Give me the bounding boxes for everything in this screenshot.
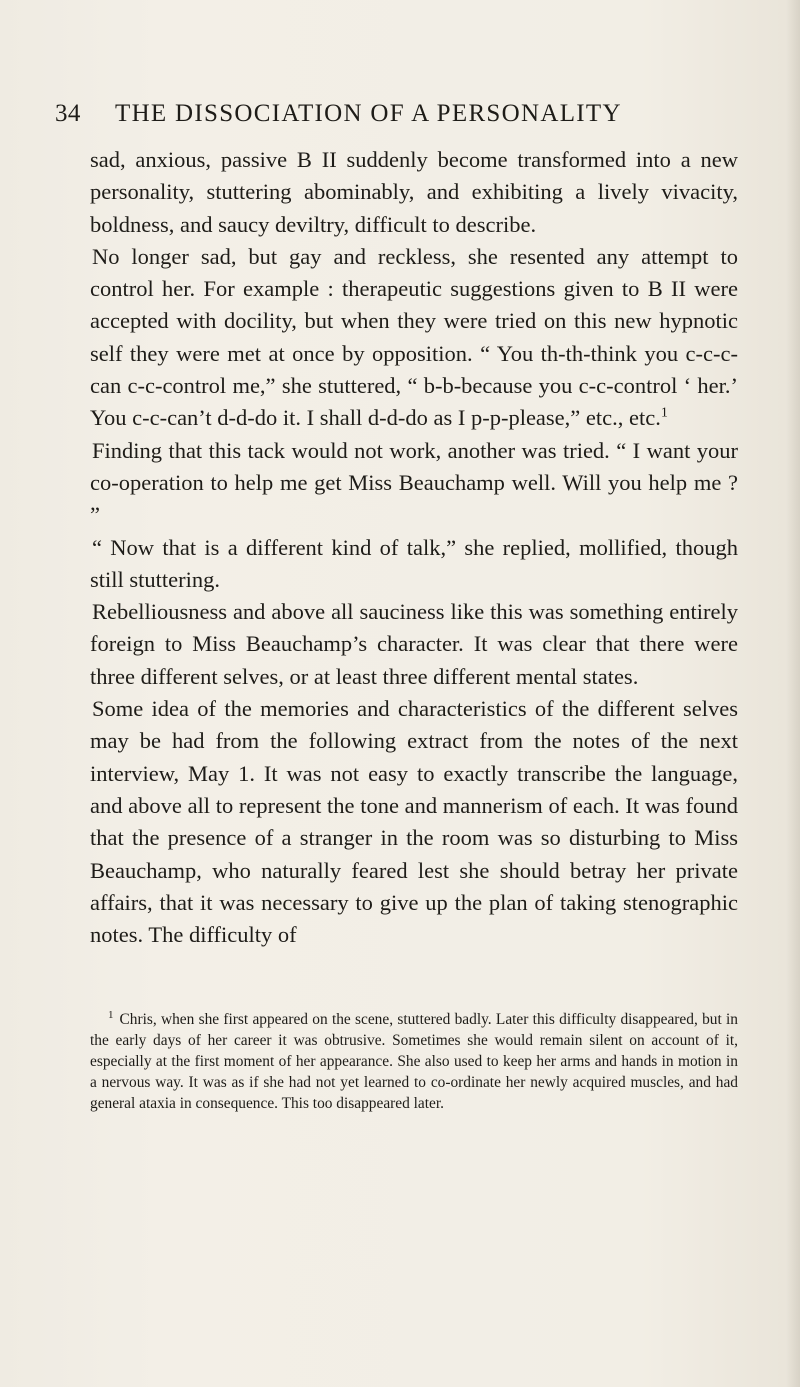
footnote-reference[interactable]: 1 [660, 405, 668, 421]
paragraph: sad, anxious, passive B II suddenly become transformed into a new personality, stuttering abominably, and exhibiting a lively vivacity, boldness, and saucy deviltry, difficult to describe. [90, 147, 738, 237]
paragraph: No longer sad, but gay and reckless, she resented any attempt to control her. For example : therapeutic suggestions given to B II were accepted with docility, but when they were tried on this new hypnotic self they were met at once by opposition. “ You th-th-think you c-c-c-can c-c-control me,” she stuttered, “ b-b-because you c-c-control ‘ her.’ You c-c-can’t d-d-do it. I shall d-d-do as I p-p-please,” etc., etc.$^1$ [90, 243, 738, 431]
footnotes [90, 1010, 738, 1115]
paragraph: Some idea of the memories and characteristics of the different selves may be had from the following extract from the notes of the next interview, May 1. It was not easy to exactly transcribe the language, and above all to represent the tone and mannerism of each. It was found that the presence of a stranger in the room was so disturbing to Miss Beauchamp, who naturally feared lest she should betray her private affairs, that it was necessary to give up the plan of taking stenographic notes. The difficulty of [90, 696, 738, 948]
page-header [55, 100, 735, 136]
running-head: THE DISSOCIATION OF A PERSONALITY [115, 100, 622, 127]
paragraph: Finding that this tack would not work, another was tried. “ I want your co-operation to help me get Miss Beauchamp well. Will you help me ? ” [90, 437, 738, 528]
footnote-text: Chris, when she first appeared on the scene, stuttered badly. Later this difficulty disappeared, but in the early days of her career it was obtrusive. Sometimes she would remain silent on account of it, especially at the first moment of her appearance. She also used to keep her arms and hands in motion in a nervous way. It was as if she had not yet learned to co-ordinate her newly acquired muscles, and had general ataxia in consequence. This too disappeared later. [90, 1011, 738, 1112]
page-edge-shadow [786, 0, 800, 1387]
page-number: 34 [55, 100, 81, 127]
paragraph: Rebelliousness and above all sauciness like this was something entirely foreign to Miss Beauchamp’s character. It was clear that there were three different selves, or at least three different mental states. [90, 599, 738, 689]
footnote [90, 1010, 738, 1115]
paragraph: “ Now that is a different kind of talk,” she replied, mollified, though still stuttering. [90, 534, 738, 592]
footnote-marker: 1 [108, 1008, 114, 1021]
body-text [90, 144, 738, 951]
